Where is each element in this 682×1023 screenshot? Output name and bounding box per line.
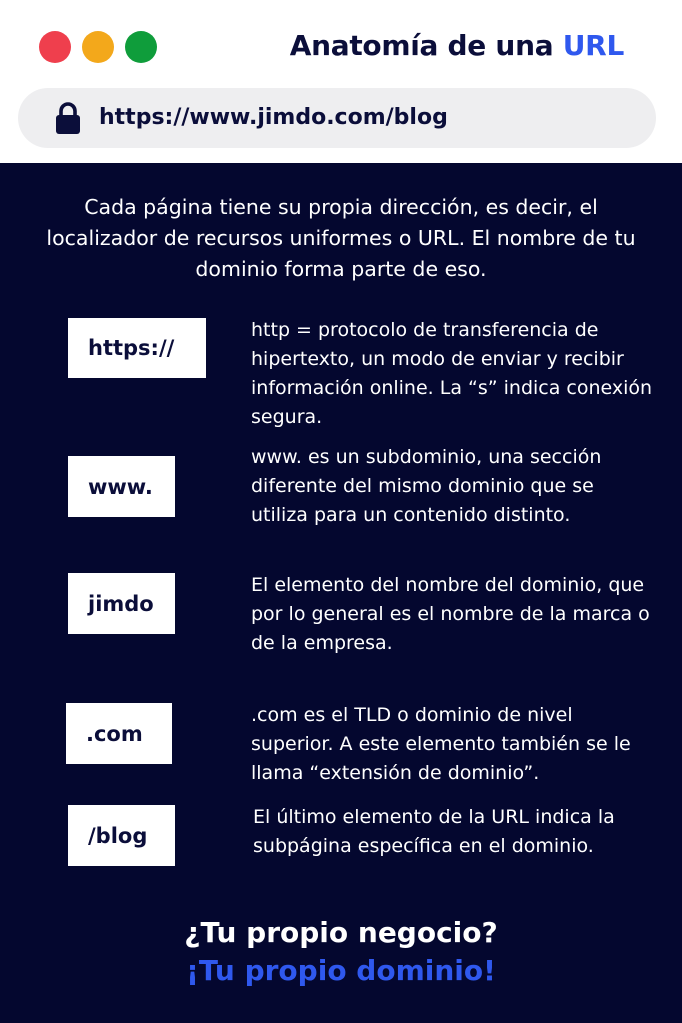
url-part-domain-description: El elemento del nombre del dominio, que por lo general es el nombre de la marca o de la empresa.	[251, 574, 650, 654]
url-part-protocol-description: http = protocolo de transferencia de hipertexto, un modo de enviar y recibir información online. La “s” indica conexión segura.	[251, 319, 653, 428]
url-part-domain-box: jimdo	[68, 573, 175, 634]
title-main: Anatomía de una	[289, 29, 563, 62]
lock-icon	[55, 102, 81, 134]
url-part-path-box: /blog	[68, 805, 175, 866]
url-part-tld-box: .com	[66, 703, 172, 764]
browser-window-header	[0, 0, 682, 163]
url-part-tld-description: .com es el TLD o dominio de nivel superior. A este elemento también se le llama “extensión de dominio”.	[251, 704, 631, 784]
address-bar[interactable]	[18, 88, 656, 148]
url-part-path-description: El último elemento de la URL indica la subpágina específica en el dominio.	[253, 806, 615, 857]
minimize-window-dot[interactable]	[82, 31, 114, 63]
title-accent: URL	[562, 29, 624, 62]
url-text[interactable]: https://www.jimdo.com/blog	[99, 105, 448, 130]
url-part-subdomain-box: www.	[68, 456, 175, 517]
intro-text: Cada página tiene su propia dirección, es decir, el localizador de recursos uniformes o URL. El nombre de tu dominio forma parte de eso.	[46, 195, 636, 281]
close-window-dot[interactable]	[39, 31, 71, 63]
cta-headline: ¿Tu propio negocio?	[184, 916, 498, 949]
url-part-subdomain-description: www. es un subdominio, una sección diferente del mismo dominio que se utiliza para un contenido distinto.	[251, 446, 602, 526]
maximize-window-dot[interactable]	[125, 31, 157, 63]
page-title	[290, 29, 624, 62]
cta-subheadline: ¡Tu propio dominio!	[186, 954, 496, 987]
url-part-protocol-box: https://	[68, 318, 206, 378]
